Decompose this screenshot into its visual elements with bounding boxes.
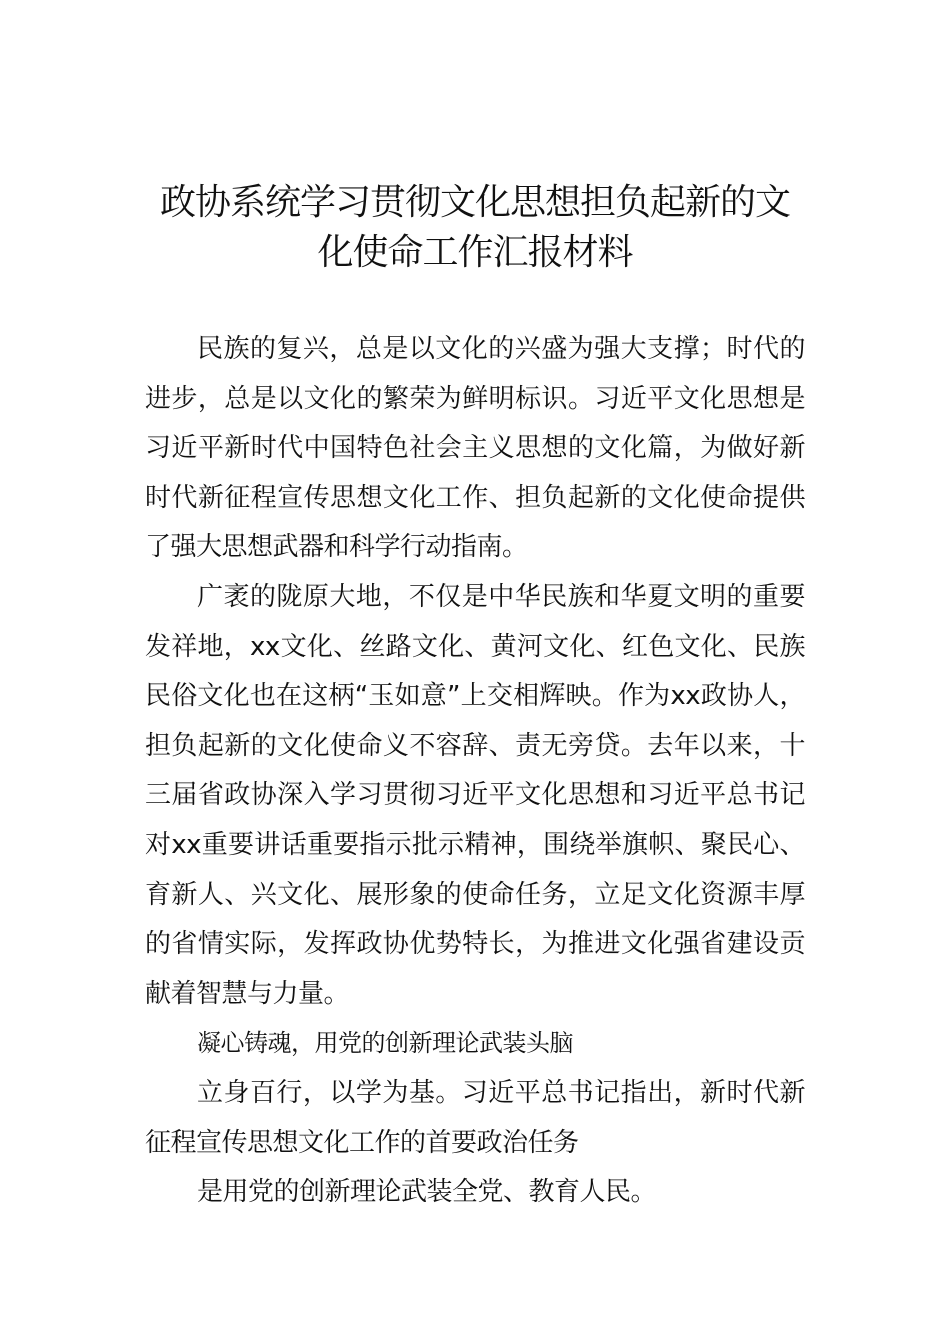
paragraph-intro: 民族的复兴，总是以文化的兴盛为强大支撑；时代的进步，总是以文化的繁荣为鲜明标识。习近平文化思想是习近平新时代中国特色社会主义思想的文化篇，为做好新时代新征程宣传思想文化工作、担负起新的文化使命提供了强大思想武器和科学行动指南。 <box>145 334 805 563</box>
document-title: 政协系统学习贯彻文化思想担负起新的文化使命工作汇报材料 <box>159 182 790 273</box>
section-heading: 凝心铸魂，用党的创新理论武装头脑 <box>197 1029 573 1058</box>
paragraph-study: 立身百行，以学为基。习近平总书记指出，新时代新征程宣传思想文化工作的首要政治任务 <box>145 1077 805 1158</box>
document-body <box>145 325 805 1218</box>
paragraph-task: 是用党的创新理论武装全党、教育人民。 <box>197 1177 657 1208</box>
paragraph-background: 广袤的陇原大地，不仅是中华民族和华夏文明的重要发祥地，xx文化、丝路文化、黄河文化、红色文化、民族民俗文化也在这柄“玉如意”上交相辉映。作为xx政协人，担负起新的文化使命义不容辞、责无旁贷。去年以来，十三届省政协深入学习贯彻习近平文化思想和习近平总书记对xx重要讲话重要指示批示精神，围绕举旗帜、聚民心、育新人、兴文化、展形象的使命任务，立足文化资源丰厚的省情实际，发挥政协优势特长，为推进文化强省建设贡献着智慧与力量。 <box>145 581 805 1009</box>
